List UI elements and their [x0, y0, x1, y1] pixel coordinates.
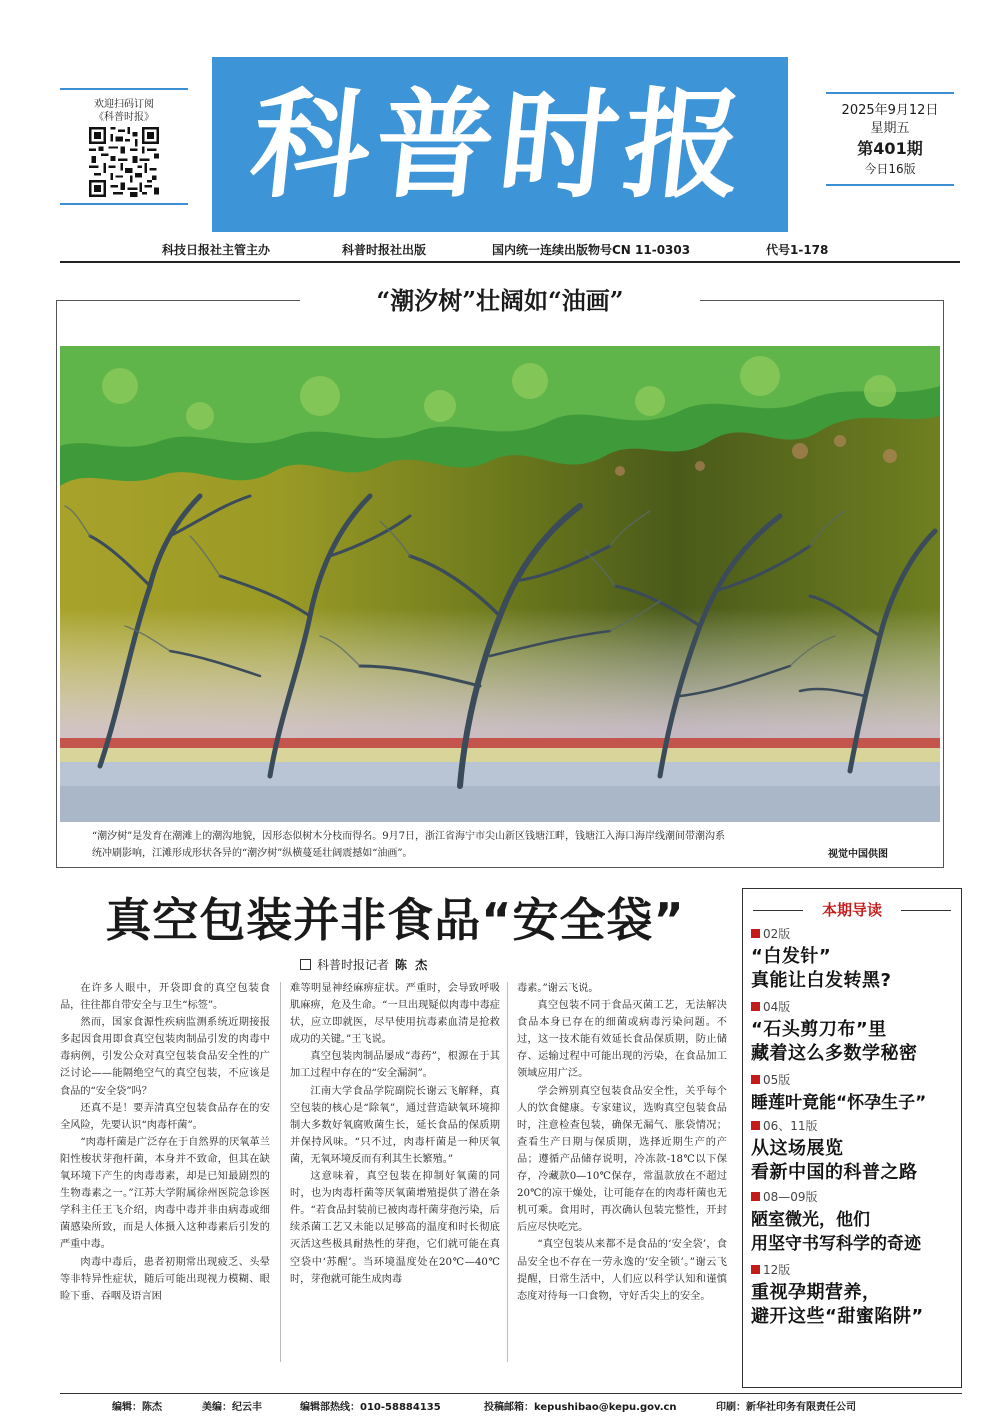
- publisher-sponsor: 科技日报社主管主办: [162, 243, 271, 257]
- article-column-2: [290, 980, 500, 1288]
- feature-title: “潮汐树”壮阔如“油画”: [376, 286, 624, 315]
- qr-caption-line1: 欢迎扫码订阅: [94, 99, 154, 110]
- paragraph: 还真不是！要弄清真空包装食品存在的安全风险，先要认识“肉毒杆菌”。: [60, 1102, 270, 1131]
- paragraph: 肉毒中毒后，患者初期常出现疲乏、头晕等非特异性症状，随后可能出现视力模糊、眼睑下垂、吞咽及语言困: [60, 1256, 270, 1302]
- red-square-icon: [751, 1121, 760, 1130]
- publisher-line: [60, 241, 960, 261]
- divider: [60, 88, 188, 90]
- qr-code-icon[interactable]: [89, 127, 159, 197]
- feature-title-box: [300, 284, 700, 318]
- byline-name: 陈 杰: [395, 958, 430, 972]
- publisher-postal-code: 代号1-178: [766, 243, 829, 257]
- divider: [60, 261, 960, 263]
- red-square-icon: [751, 1002, 760, 1011]
- footer-printer: 印刷：新华社印务有限责任公司: [716, 1402, 856, 1413]
- article-column-3: [517, 980, 727, 1305]
- paragraph: 在许多人眼中，开袋即食的真空包装食品，往往都自带安全与卫生“标签”。: [60, 983, 270, 1012]
- red-square-icon: [751, 1075, 760, 1084]
- contents-page: 06、11版: [751, 1119, 957, 1134]
- qr-caption: [60, 98, 188, 124]
- paragraph: 真空包装肉制品屡成“毒药”，根源在于其加工过程中存在的“安全漏洞”。: [290, 1051, 500, 1080]
- paragraph: 学会辨别真空包装食品安全性，关乎每个人的饮食健康。专家建议，选购真空包装食品时，注意检查包装，确保无漏气、胀袋情况；查看生产日期与保质期，选择近期生产的产品；遵循产品储存说明，冷冻款-18℃以下保存，冷藏款0—10℃保存，常温款放在不超过20℃的凉干燥处，让可能存在的肉毒杆菌也无机可乘。食用时，再次确认包装完整性，开封后应尽快吃完。: [517, 1085, 727, 1234]
- footer-hotline: 编辑部热线：010-58884135: [300, 1402, 441, 1413]
- paragraph: 毒素。”谢云飞说。: [517, 983, 599, 994]
- column-divider: [507, 982, 508, 1362]
- qr-caption-line2: 《科普时报》: [94, 112, 154, 123]
- paragraph: “真空包装从来都不是食品的‘安全袋’，食品安全也不存在一劳永逸的‘安全锁’。”谢云飞提醒，日常生活中，人们应以科学认知和谨慎态度对待每一口食物，守好舌尖上的安全。: [517, 1239, 727, 1302]
- masthead-title: 科普时报: [244, 74, 756, 214]
- contents-page: 12版: [751, 1263, 957, 1278]
- article-body: [60, 980, 730, 1380]
- article-byline: [300, 956, 600, 973]
- feature-photo[interactable]: [60, 346, 940, 822]
- article-column-1: [60, 980, 270, 1305]
- divider: [60, 1393, 962, 1394]
- contents-item[interactable]: [751, 927, 957, 993]
- contents-title: 本期导读: [821, 901, 882, 919]
- masthead-banner: [212, 57, 788, 232]
- contents-header: [743, 901, 961, 919]
- feature-photo-credit: 视觉中国供图: [828, 849, 888, 860]
- contents-item[interactable]: [751, 1190, 957, 1256]
- contents-item[interactable]: [751, 1263, 957, 1329]
- page-footer: [60, 1398, 962, 1414]
- contents-item[interactable]: [751, 1119, 957, 1185]
- divider: [826, 184, 954, 186]
- paragraph: 难等明显神经麻痹症状。严重时，会导致呼吸肌麻痹，危及生命。“一旦出现疑似肉毒中毒症状，应立即就医，尽早使用抗毒素血清是抢救成功的关键。”王飞说。: [290, 983, 500, 1046]
- paragraph: 真空包装不同于食品灭菌工艺，无法解决食品本身已存在的细菌或病毒污染问题。不过，这一技术能有效延长食品保质期，防止储存、运输过程中可能出现的污染，在食品加工领域应用广泛。: [517, 1000, 727, 1080]
- contents-item-title: 从这场展览 看新中国的科普之路: [751, 1138, 918, 1183]
- paragraph: 江南大学食品学院副院长谢云飞解释，真空包装的核心是“除氧”，通过营造缺氧环境抑制大多数好氧腐败菌生长，延长食品的保质期并保持风味。“只不过，肉毒杆菌是一种厌氧菌，无氧环境反而有利其生长繁殖。”: [290, 1085, 500, 1165]
- contents-sidebar: [742, 888, 962, 1388]
- issue-date: 2025年9月12日: [841, 103, 939, 118]
- paragraph: 然而，国家食源性疾病监测系统近期接报多起因食用即食真空包装肉制品引发的肉毒中毒病例，引发公众对真空包装食品安全性的广泛讨论——能隔绝空气的真空包装，不应该是食品的“安全袋”吗？: [60, 1017, 270, 1097]
- issue-weekday: 星期五: [870, 121, 910, 136]
- divider: [826, 92, 954, 94]
- contents-page: 02版: [751, 927, 957, 942]
- contents-item[interactable]: [751, 1000, 957, 1066]
- red-square-icon: [751, 1265, 760, 1274]
- tidal-tree-photo: [60, 346, 940, 822]
- contents-item-title: 睡莲叶竟能“怀孕生子”: [751, 1093, 927, 1113]
- paragraph: “肉毒杆菌是广泛存在于自然界的厌氧革兰阳性梭状芽孢杆菌，本身并不致命，但其在缺氧环境下产生的肉毒毒素，却是已知最剧烈的生物毒素之一。”江苏大学附属徐州医院急诊医学科主任王飞介绍，肉毒中毒并非由病毒或细菌感染所致，而是人体摄入这种毒素后引发的严重中毒。: [60, 1136, 270, 1251]
- footer-editor: 编辑：陈杰: [112, 1402, 162, 1413]
- paragraph: 这意味着，真空包装在抑制好氧菌的同时，也为肉毒杆菌等厌氧菌增殖提供了潜在条件。“若食品封装前已被肉毒杆菌芽孢污染，后续杀菌工艺又未能以足够高的温度和时长彻底灭活这些极具耐热性的芽孢，它们就可能在真空袋中‘苏醒’。当环境温度处在20℃—40℃时，芽孢就可能生成肉毒: [290, 1171, 500, 1285]
- byline-prefix: 科普时报记者: [317, 958, 390, 972]
- divider: [901, 910, 951, 911]
- contents-item-title: 陋室微光，他们 用坚守书写科学的奇迹: [751, 1210, 921, 1254]
- byline-box-icon: [300, 959, 311, 970]
- qr-subscribe-block: [60, 88, 188, 205]
- contents-item-title: 重视孕期营养， 避开这些“甜蜜陷阱”: [751, 1282, 924, 1327]
- feature-caption-line2: 统冲刷影响，江滩形成形状各异的“潮汐树”纵横蔓延壮阔震撼如“油画”。: [92, 848, 413, 859]
- feature-caption: [92, 828, 912, 862]
- contents-page: 05版: [751, 1073, 957, 1088]
- issue-number: 第401期: [857, 139, 923, 158]
- divider: [60, 203, 188, 205]
- footer-email[interactable]: 投稿邮箱：kepushibao@kepu.gov.cn: [484, 1402, 677, 1413]
- feature-caption-line1: “潮汐树”是发育在潮滩上的潮沟地貌，因形态似树木分枝而得名。9月7日，浙江省海宁市尖山新区钱塘江畔，钱塘江入海口海岸线潮间带潮沟系: [92, 831, 725, 842]
- issue-page-count: 今日16版: [864, 162, 916, 176]
- publisher-serial: 国内统一连续出版物号CN 11-0303: [492, 243, 691, 257]
- contents-page: 04版: [751, 1000, 957, 1015]
- article-headline[interactable]: 真空包装并非食品“安全袋”: [105, 893, 685, 947]
- publisher-name: 科普时报社出版: [342, 243, 427, 257]
- contents-item-title: “石头剪刀布”里 藏着这么多数学秘密: [751, 1019, 918, 1064]
- footer-art-editor: 美编：纪云丰: [202, 1402, 262, 1413]
- contents-item[interactable]: [751, 1073, 957, 1115]
- contents-item-title: “白发针” 真能让白发转黑?: [751, 946, 892, 991]
- contents-page: 08—09版: [751, 1190, 957, 1205]
- red-square-icon: [751, 929, 760, 938]
- column-divider: [280, 982, 281, 1362]
- red-square-icon: [751, 1192, 760, 1201]
- issue-info: [826, 92, 954, 186]
